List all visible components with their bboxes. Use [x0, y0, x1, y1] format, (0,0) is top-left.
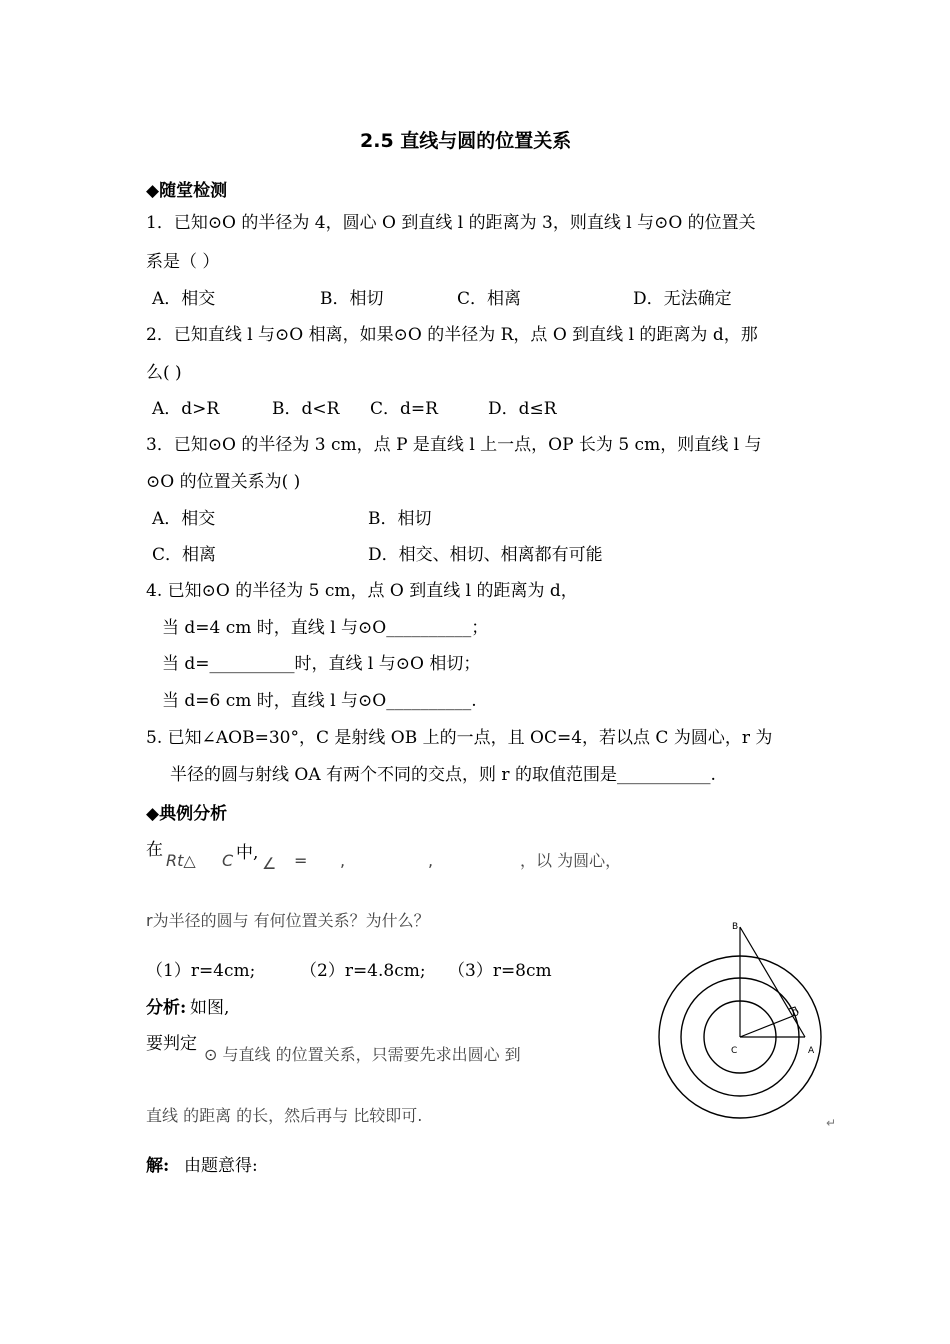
example-line-1-rest: ，以 为圆心， — [520, 851, 622, 870]
example-case-2: （2）r=4.8cm; — [300, 961, 426, 981]
example-line-2: r为半径的圆与 有何位置关系？为什么？ — [146, 911, 430, 930]
question-4-sub-1: 当 d=4 cm 时，直线 l 与⊙O__________； — [162, 618, 489, 638]
question-4-line-1: 4. 已知⊙O 的半径为 5 cm，点 O 到直线 l 的距离为 d， — [146, 581, 578, 601]
section-heading-practice: ◆随堂检测 — [146, 181, 228, 201]
example-rt-triangle: Rt△ — [166, 851, 196, 870]
question-2-option-c: C．d=R — [370, 399, 438, 419]
question-3-option-b: B．相切 — [368, 509, 432, 529]
question-4-sub-2: 当 d=__________时，直线 l 与⊙O 相切； — [162, 654, 481, 674]
question-4-sub-3: 当 d=6 cm 时，直线 l 与⊙O__________. — [162, 691, 477, 711]
question-2-option-d: D．d≤R — [488, 399, 557, 419]
question-1-option-b: B．相切 — [320, 289, 384, 309]
example-angle-symbol: ∠ — [262, 854, 277, 873]
example-zhong: 中, — [236, 843, 259, 863]
question-2-line-1: 2．已知直线 l 与⊙O 相离，如果⊙O 的半径为 R，点 O 到直线 l 的距离为 d，那 — [146, 325, 758, 345]
question-3-line-1: 3．已知⊙O 的半径为 3 cm，点 P 是直线 l 上一点，OP 长为 5 cm，则直线 l 与 — [146, 435, 762, 455]
analysis-text: 如图, — [190, 998, 230, 1018]
analysis-label: 分析: — [146, 998, 187, 1018]
analysis-line-2: ⊙ 与直线 的位置关系，只需要先求出圆心 到 — [204, 1045, 521, 1064]
label-d: D — [792, 1009, 799, 1019]
label-b: B — [732, 922, 739, 932]
question-5-line-2: 半径的圆与射线 OA 有两个不同的交点，则 r 的取值范围是___________. — [170, 765, 716, 785]
example-comma-1: , — [340, 851, 346, 870]
question-1-line-1: 1．已知⊙O 的半径为 4，圆心 O 到直线 l 的距离为 3，则直线 l 与⊙O 的位置关 — [146, 213, 756, 233]
example-equals: = — [294, 851, 308, 870]
question-2-line-2: 么( ) — [146, 363, 182, 383]
question-2-option-b: B．d<R — [272, 399, 340, 419]
question-3-option-d: D．相交、相切、相离都有可能 — [368, 545, 603, 565]
question-3-option-a: A．相交 — [152, 509, 216, 529]
question-1-option-a: A．相交 — [152, 289, 216, 309]
example-case-3: （3）r=8cm — [448, 961, 552, 981]
label-a: A — [808, 1046, 815, 1056]
question-1-option-c: C．相离 — [457, 289, 522, 309]
question-2-option-a: A．d>R — [152, 399, 220, 419]
analysis-line-3: 直线 的距离 的长，然后再与 比较即可. — [146, 1106, 423, 1125]
question-3-line-2: ⊙O 的位置关系为( ) — [146, 472, 301, 492]
question-1-option-d: D．无法确定 — [633, 289, 732, 309]
question-1-line-2: 系是（ ） — [146, 252, 220, 272]
analysis-line-2-prefix: 要判定 — [146, 1034, 197, 1054]
example-vertex-c: C — [222, 851, 234, 870]
paragraph-mark: ↵ — [826, 1116, 837, 1130]
solution-text: 由题意得: — [184, 1156, 258, 1176]
example-case-1: （1）r=4cm; — [146, 961, 256, 981]
label-c: C — [731, 1046, 738, 1056]
example-comma-2: , — [428, 851, 434, 870]
page-title: 2.5 直线与圆的位置关系 — [360, 130, 572, 152]
question-5-line-1: 5. 已知∠AOB=30°，C 是射线 OB 上的一点，且 OC=4，若以点 C 为圆心，r 为 — [146, 728, 773, 748]
question-3-option-c: C．相离 — [152, 545, 217, 565]
example-zai: 在 — [146, 840, 163, 860]
segment-cd — [740, 1016, 793, 1037]
section-heading-example: ◆典例分析 — [146, 804, 228, 824]
solution-label: 解: — [146, 1156, 170, 1176]
geometry-figure — [655, 915, 845, 1130]
